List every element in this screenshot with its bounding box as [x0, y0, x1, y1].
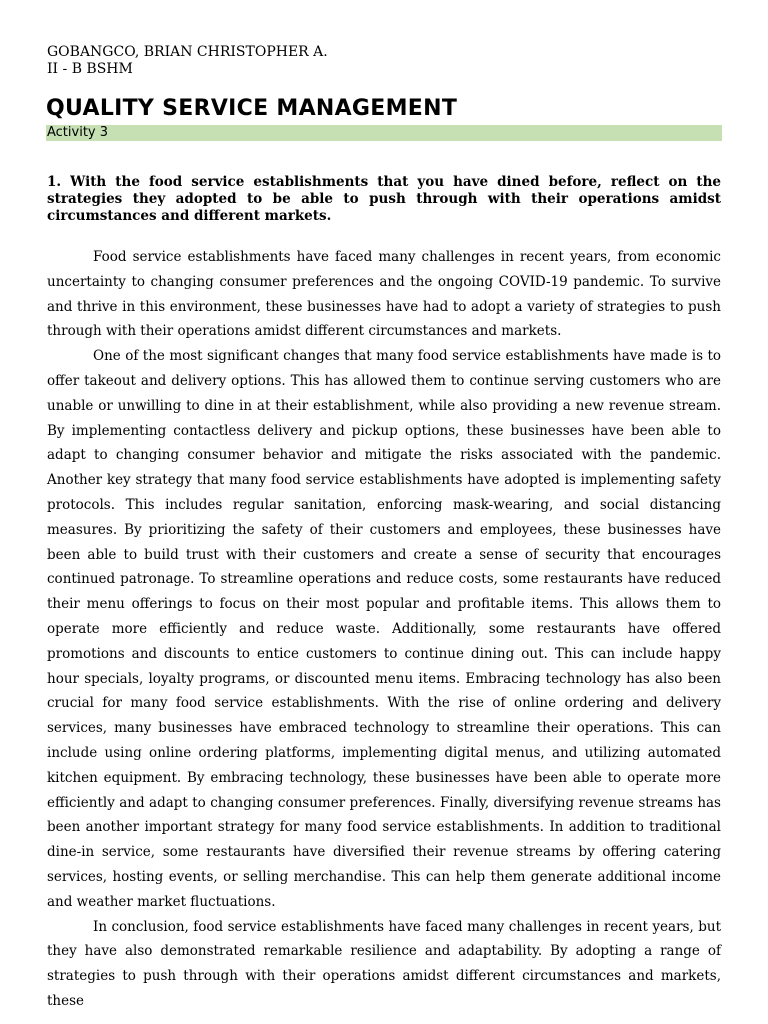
page-title: QUALITY SERVICE MANAGEMENT	[46, 96, 458, 121]
essay-body	[47, 245, 721, 1014]
paragraph-conclusion: In conclusion, food service establishments have faced many challenges in recent years, but they have also demonstrated remarkable resilience and adaptability. By adopting a range of strategies to push through with their operations amidst different circumstances and markets, these	[47, 918, 721, 1009]
student-section: II - B BSHM	[47, 61, 133, 77]
student-name: GOBANGCO, BRIAN CHRISTOPHER A.	[47, 44, 328, 60]
question-prompt: 1. With the food service establishments that you have dined before, reflect on the strategies they adopted to be able to push through with their operations amidst circumstances and different markets.	[47, 174, 721, 224]
paragraph-intro: Food service establishments have faced many challenges in recent years, from economic uncertainty to changing consumer preferences and the ongoing COVID-19 pandemic. To survive and thrive in this environment, these businesses have had to adopt a variety of strategies to push through with their operations amidst different circumstances and markets.	[47, 249, 721, 340]
activity-label: Activity 3	[47, 125, 109, 140]
paragraph-strategies: One of the most significant changes that many food service establishments have made is to offer takeout and delivery options. This has allowed them to continue serving customers who are unable or unwilling to dine in at their establishment, while also providing a new revenue stream. By implementing contactless delivery and pickup options, these businesses have been able to adapt to changing consumer behavior and mitigate the risks associated with the pandemic. Another key strategy that many food service establishments have adopted is implementing safety protocols. This includes regular sanitation, enforcing mask-wearing, and social distancing measures. By prioritizing the safety of their customers and employees, these businesses have been able to build trust with their customers and create a sense of security that encourages continued patronage. To streamline operations and reduce costs, some restaurants have reduced their menu offerings to focus on their most popular and profitable items. This allows them to operate more efficiently and reduce waste. Additionally, some restaurants have offered promotions and discounts to entice customers to continue dining out. This can include happy hour specials, loyalty programs, or discounted menu items. Embracing technology has also been crucial for many food service establishments. With the rise of online ordering and delivery services, many businesses have embraced technology to streamline their operations. This can include using online ordering platforms, implementing digital menus, and utilizing automated kitchen equipment. By embracing technology, these businesses have been able to operate more efficiently and adapt to changing consumer preferences. Finally, diversifying revenue streams has been another important strategy for many food service establishments. In addition to traditional dine-in service, some restaurants have diversified their revenue streams by offering catering services, hosting events, or selling merchandise. This can help them generate additional income and weather market fluctuations.	[47, 348, 721, 910]
activity-banner	[46, 125, 722, 141]
